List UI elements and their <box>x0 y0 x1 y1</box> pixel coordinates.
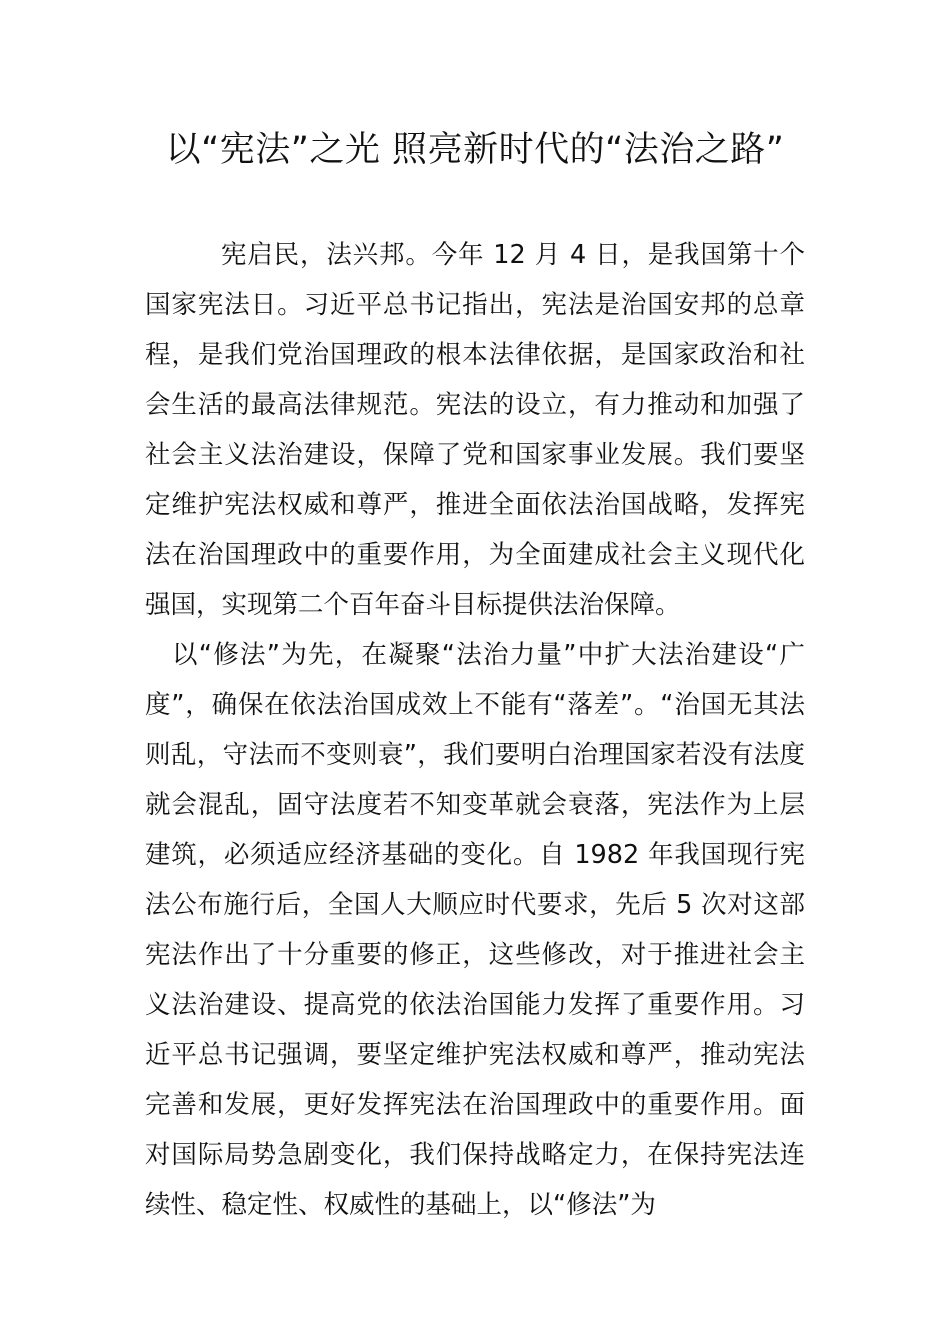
paragraph-2: 以“修法”为先，在凝聚“法治力量”中扩大法治建设“广度”，确保在依法治国成效上不能有“落差”。“治国无其法则乱，守法而不变则衰”，我们要明白治理国家若没有法度就会混乱，固守法度若不知变革就会衰落，宪法作为上层建筑，必须适应经济基础的变化。自 1982 年我国现行宪法公布施行后，全国人大顺应时代要求，先后 5 次对这部宪法作出了十分重要的修正，这些修改，对于推进社会主义法治建设、提高党的依法治国能力发挥了重要作用。习近平总书记强调，要坚定维护宪法权威和尊严，推动宪法完善和发展，更好发挥宪法在治国理政中的重要作用。面对国际局势急剧变化，我们保持战略定力，在保持宪法连续性、稳定性、权威性的基础上，以“修法”为 <box>145 640 805 1220</box>
document-title: 以“宪法”之光 照亮新时代的“法治之路” <box>165 130 785 170</box>
paragraph-1: 宪启民，法兴邦。今年 12 月 4 日，是我国第十个国家宪法日。习近平总书记指出，宪法是治国安邦的总章程，是我们党治国理政的根本法律依据，是国家政治和社会生活的最高法律规范。宪法的设立，有力推动和加强了社会主义法治建设，保障了党和国家事业发展。我们要坚定维护宪法权威和尊严，推进全面依法治国战略，发挥宪法在治国理政中的重要作用，为全面建成社会主义现代化强国，实现第二个百年奋斗目标提供法治保障。 <box>145 240 805 620</box>
document-body <box>145 230 805 1230</box>
